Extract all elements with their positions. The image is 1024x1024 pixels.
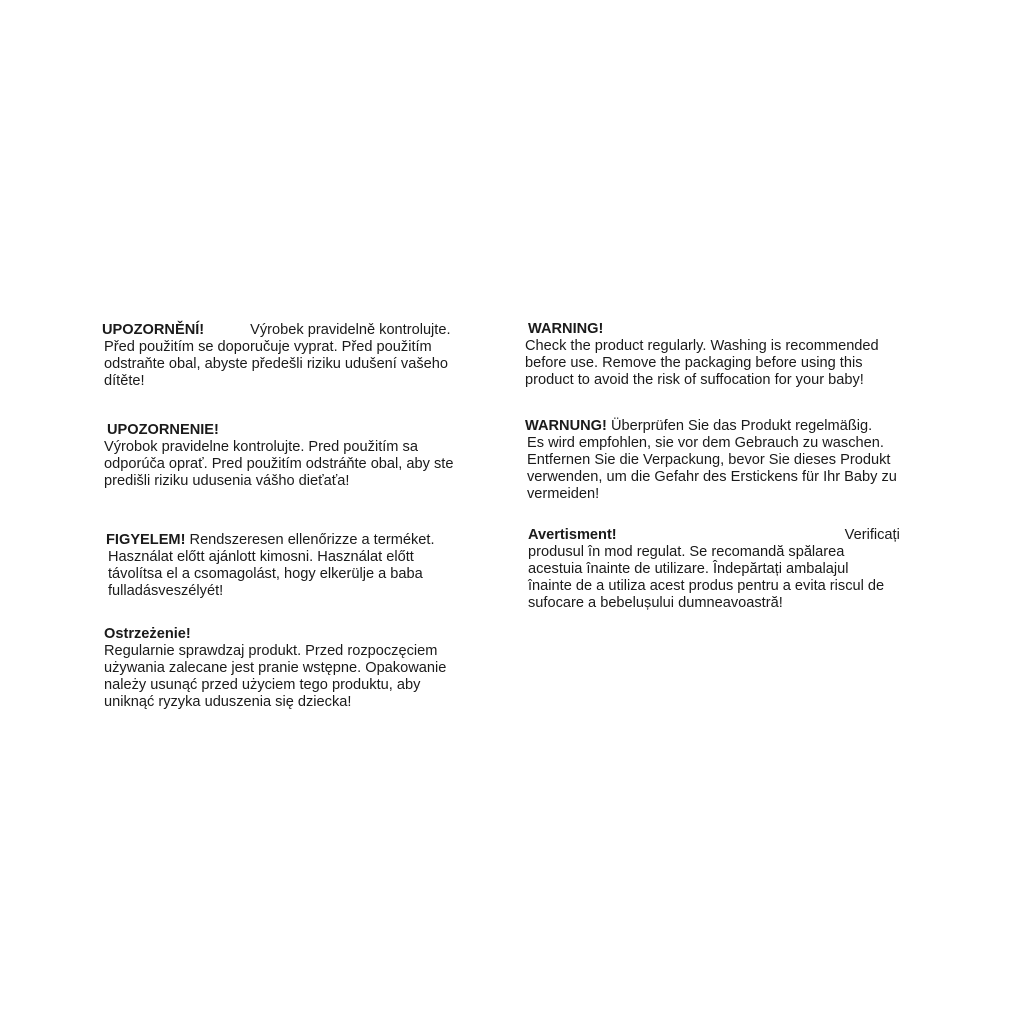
warning-title: UPOZORNENIE! xyxy=(107,422,219,438)
warning-text-line: dítěte! xyxy=(104,373,145,389)
warning-text-line: Használat előtt ajánlott kimosni. Használat előtt xyxy=(108,549,414,565)
warning-block-english xyxy=(525,321,879,389)
warning-first-line xyxy=(528,527,900,544)
warning-text-line: używania zalecane jest pranie wstępne. Opakowanie xyxy=(104,660,447,676)
warning-block-romanian xyxy=(528,527,900,612)
warning-text: Überprüfen Sie das Produkt regelmäßig. xyxy=(610,418,873,434)
warning-text-line: predišli riziku udusenia vášho dieťaťa! xyxy=(104,473,350,489)
warning-text-line: odstraňte obal, abyste předešli riziku udušení vašeho xyxy=(104,356,448,372)
warning-text-line: product to avoid the risk of suffocation for your baby! xyxy=(525,372,864,388)
warning-text-line: acestuia înainte de utilizare. Îndepărtați ambalajul xyxy=(528,561,849,577)
warning-first-line xyxy=(525,418,897,435)
warning-block-german xyxy=(525,418,897,503)
warning-title: Avertisment! xyxy=(528,527,617,543)
warning-title: WARNUNG! xyxy=(525,418,607,434)
warning-first-line xyxy=(106,532,435,549)
warning-text-line: Es wird empfohlen, sie vor dem Gebrauch zu waschen. xyxy=(527,435,884,451)
warning-text: Výrobek pravidelně kontrolujte. xyxy=(250,322,451,338)
warning-text-line: verwenden, um die Gefahr des Erstickens für Ihr Baby zu xyxy=(527,469,897,485)
warning-text: Rendszeresen ellenőrizze a terméket. xyxy=(189,532,435,548)
warning-text-line: odporúča oprať. Pred použitím odstráňte obal, aby ste xyxy=(104,456,454,472)
warning-text-line: sufocare a bebelușului dumneavoastră! xyxy=(528,595,783,611)
warning-title: FIGYELEM! xyxy=(106,532,186,548)
warning-block-czech xyxy=(102,322,451,390)
warning-text-line: távolítsa el a csomagolást, hogy elkerülje a baba xyxy=(108,566,423,582)
warning-text-line: Check the product regularly. Washing is recommended xyxy=(525,338,879,354)
warning-text-line: înainte de a utiliza acest produs pentru a evita riscul de xyxy=(528,578,885,594)
warning-block-polish xyxy=(104,626,446,711)
warning-block-slovak xyxy=(104,422,453,490)
warning-text-line: uniknąć ryzyka uduszenia się dziecka! xyxy=(104,694,352,710)
warning-text: Verificați xyxy=(844,527,900,543)
warning-title: WARNING! xyxy=(528,321,604,337)
warning-title: Ostrzeżenie! xyxy=(104,626,191,642)
warning-first-line xyxy=(102,322,451,339)
warning-text-line: fulladásveszélyét! xyxy=(108,583,224,599)
warning-text-line: vermeiden! xyxy=(527,486,600,502)
warning-text-line: produsul în mod regulat. Se recomandă spălarea xyxy=(528,544,845,560)
warning-text-line: należy usunąć przed użyciem tego produktu, aby xyxy=(104,677,421,693)
warning-text-line: Výrobok pravidelne kontrolujte. Pred použitím sa xyxy=(104,439,418,455)
warning-title: UPOZORNĚNÍ! xyxy=(102,322,205,338)
warning-text-line: Regularnie sprawdzaj produkt. Przed rozpoczęciem xyxy=(104,643,438,659)
warning-block-hungarian xyxy=(106,532,435,600)
warning-text-line: Entfernen Sie die Verpackung, bevor Sie dieses Produkt xyxy=(527,452,891,468)
warning-text-line: Před použitím se doporučuje vyprat. Před použitím xyxy=(104,339,432,355)
warning-text-line: before use. Remove the packaging before using this xyxy=(525,355,863,371)
